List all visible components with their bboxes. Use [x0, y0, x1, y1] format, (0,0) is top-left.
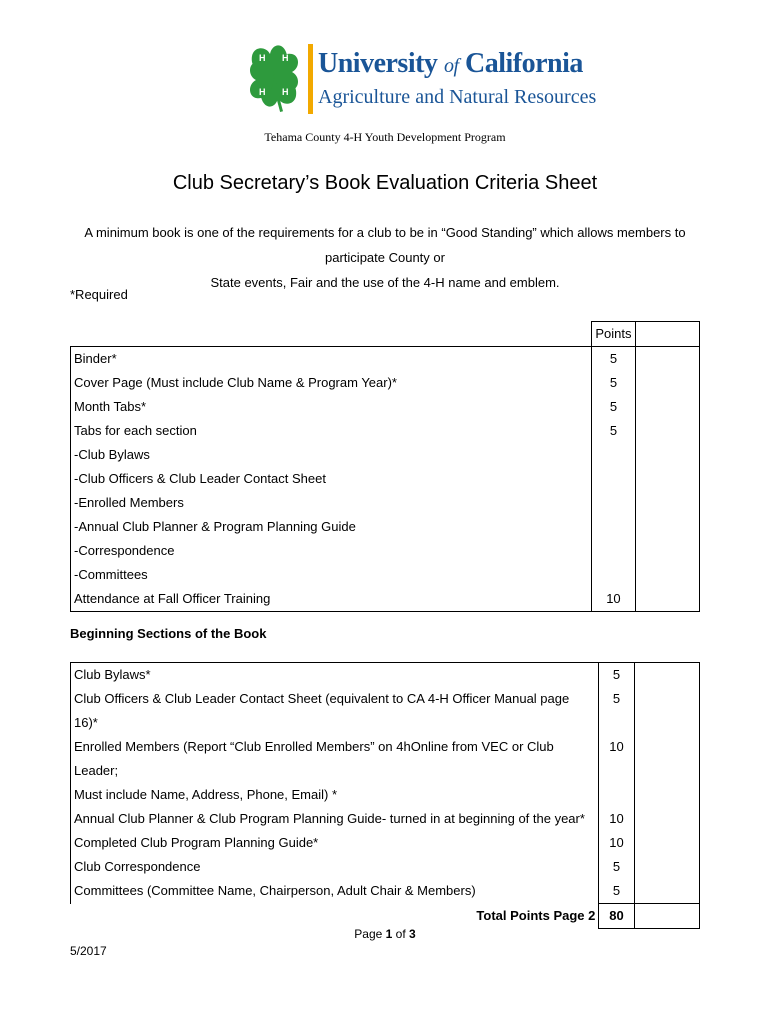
svg-text:H: H [259, 53, 266, 63]
criteria-item: -Correspondence [71, 539, 592, 563]
criteria-item: Committees (Committee Name, Chairperson, Adult Chair & Members) [71, 879, 599, 904]
table-row [71, 347, 700, 372]
points-value [592, 491, 635, 515]
table-row [71, 395, 700, 419]
table-row [71, 831, 700, 855]
table-row [71, 587, 700, 612]
division-name: Agriculture and Natural Resources [318, 86, 597, 108]
score-box[interactable] [634, 663, 699, 688]
criteria-item: -Committees [71, 563, 592, 587]
points-value: 5 [599, 687, 634, 735]
score-box[interactable] [635, 491, 700, 515]
points-value [592, 443, 635, 467]
score-box[interactable] [635, 419, 700, 443]
points-value [599, 783, 634, 807]
score-box[interactable] [634, 855, 699, 879]
criteria-item: Annual Club Planner & Club Program Planning Guide- turned in at beginning of the year* [71, 807, 599, 831]
table-row [71, 371, 700, 395]
required-note: *Required [70, 287, 128, 302]
table-row [71, 467, 700, 491]
points-value: 5 [592, 347, 635, 372]
points-value: 5 [592, 371, 635, 395]
points-value: 10 [592, 587, 635, 612]
4h-clover-icon [246, 40, 302, 114]
score-box[interactable] [635, 371, 700, 395]
points-value [592, 515, 635, 539]
points-value: 5 [599, 879, 634, 904]
criteria-item: Must include Name, Address, Phone, Email) * [71, 783, 599, 807]
table-row [71, 515, 700, 539]
table-header-row [71, 322, 700, 347]
points-value [592, 467, 635, 491]
points-value: 10 [599, 831, 634, 855]
points-value: 5 [599, 663, 634, 688]
uc-anr-logo [246, 40, 597, 120]
table-row [71, 663, 700, 688]
table-row [71, 807, 700, 831]
total-score-box[interactable] [634, 904, 699, 929]
table-row [71, 879, 700, 904]
score-box[interactable] [635, 347, 700, 372]
criteria-item: Month Tabs* [71, 395, 592, 419]
criteria-table-2 [70, 662, 700, 929]
criteria-item: Tabs for each section [71, 419, 592, 443]
table-row [71, 491, 700, 515]
revision-date: 5/2017 [70, 944, 107, 958]
criteria-item: Club Correspondence [71, 855, 599, 879]
logo-divider [308, 44, 313, 114]
score-box[interactable] [635, 395, 700, 419]
table-row [71, 443, 700, 467]
table-row [71, 687, 700, 735]
total-label: Total Points Page 2 [476, 907, 596, 923]
points-value: 10 [599, 735, 634, 783]
criteria-table-1 [70, 321, 700, 612]
table-row [71, 735, 700, 783]
university-name: University of California [318, 48, 583, 79]
score-box[interactable] [634, 783, 699, 807]
score-box[interactable] [634, 831, 699, 855]
page-title: Club Secretary’s Book Evaluation Criteria Sheet [172, 172, 598, 194]
points-value: 10 [599, 807, 634, 831]
criteria-item: -Club Bylaws [71, 443, 592, 467]
total-row [71, 904, 700, 929]
total-value: 80 [599, 904, 634, 929]
table-row [71, 855, 700, 879]
criteria-item: Attendance at Fall Officer Training [71, 587, 592, 612]
criteria-item: -Enrolled Members [71, 491, 592, 515]
score-box[interactable] [634, 687, 699, 735]
points-value: 5 [592, 395, 635, 419]
criteria-item: Club Bylaws* [71, 663, 599, 688]
score-box[interactable] [635, 467, 700, 491]
criteria-item: Cover Page (Must include Club Name & Program Year)* [71, 371, 592, 395]
criteria-item: Completed Club Program Planning Guide* [71, 831, 599, 855]
table-row [71, 563, 700, 587]
table-row [71, 783, 700, 807]
points-value [592, 539, 635, 563]
score-box[interactable] [635, 563, 700, 587]
score-box[interactable] [634, 807, 699, 831]
svg-text:H: H [259, 87, 266, 97]
points-value: 5 [599, 855, 634, 879]
criteria-item: -Club Officers & Club Leader Contact Sheet [71, 467, 592, 491]
table-row [71, 539, 700, 563]
score-box[interactable] [635, 539, 700, 563]
score-box[interactable] [635, 443, 700, 467]
program-subtitle: Tehama County 4-H Youth Development Program [264, 130, 506, 144]
svg-text:H: H [282, 53, 289, 63]
criteria-item: -Annual Club Planner & Program Planning Guide [71, 515, 592, 539]
criteria-item: Enrolled Members (Report “Club Enrolled Members” on 4hOnline from VEC or Club Leader; [71, 735, 599, 783]
section-heading: Beginning Sections of the Book [70, 626, 267, 641]
score-box[interactable] [634, 735, 699, 783]
score-box[interactable] [635, 515, 700, 539]
table-row [71, 419, 700, 443]
points-header: Points [592, 322, 635, 347]
intro-paragraph: A minimum book is one of the requirements for a club to be in “Good Standing” which allows members to participate County or State events, Fair and the use of the 4-H name and emblem. [84, 225, 686, 290]
svg-text:H: H [282, 87, 289, 97]
points-value [592, 563, 635, 587]
criteria-item: Binder* [71, 347, 592, 372]
criteria-item: Club Officers & Club Leader Contact Sheet (equivalent to CA 4-H Officer Manual page 16)* [71, 687, 599, 735]
page-number: Page 1 of 3 [354, 927, 416, 941]
score-box[interactable] [635, 587, 700, 612]
points-value: 5 [592, 419, 635, 443]
score-box[interactable] [634, 879, 699, 904]
